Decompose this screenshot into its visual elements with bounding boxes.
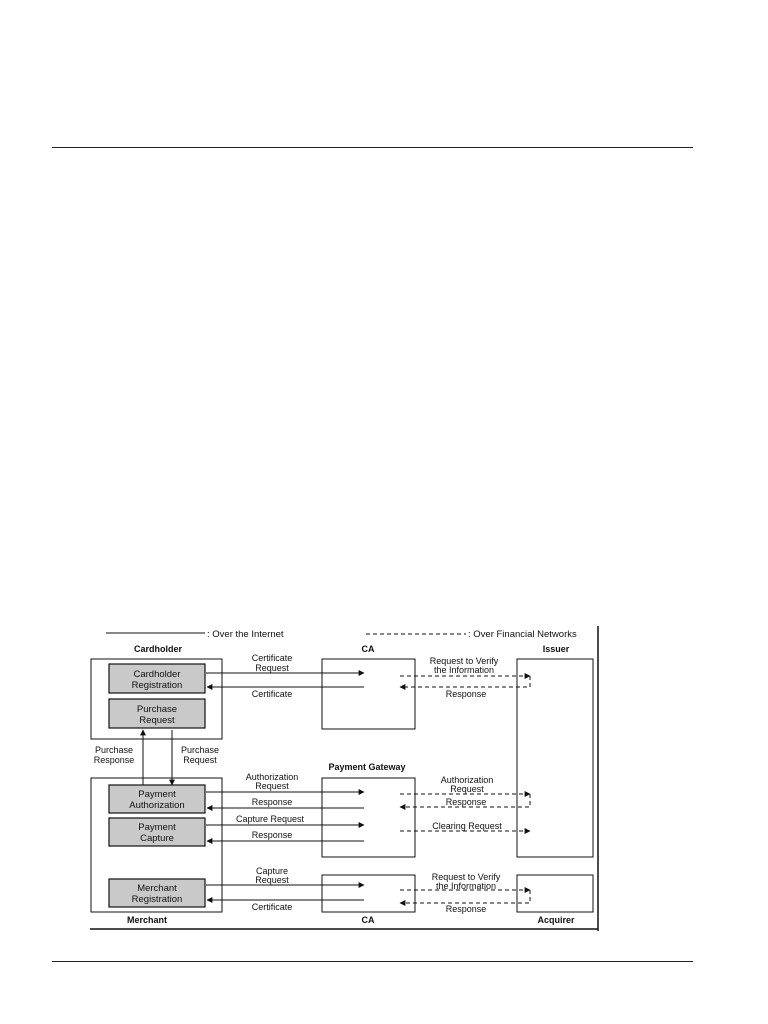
response-arrow-bottom: [400, 890, 530, 903]
purchase-request-vertical-line1: Purchase: [180, 745, 220, 755]
certificate-top-label: Certificate: [251, 689, 293, 699]
verify-bottom-line2: the Information: [435, 881, 497, 891]
payment-gateway-box: [322, 778, 415, 857]
cardholder-title: Cardholder: [133, 644, 183, 654]
certificate-bottom-label: Certificate: [251, 902, 293, 912]
response-top-label: Response: [445, 689, 487, 699]
verify-top-line2: the Information: [433, 665, 495, 675]
legend-internet-label: : Over the Internet: [207, 629, 284, 640]
capture-request-bottom-line2: Request: [255, 875, 289, 885]
payment-capture-line1: Payment: [138, 822, 176, 833]
authorization-request-left-line2: Request: [255, 781, 289, 791]
certificate-request-top-line2: Request: [255, 663, 289, 673]
capture-request-bottom-line1: Capture: [255, 866, 289, 876]
ca-bottom-box: [322, 875, 415, 912]
verify-top-line1: Request to Verify: [429, 656, 499, 666]
issuer-title: Issuer: [542, 644, 570, 654]
verify-bottom-line1: Request to Verify: [431, 872, 501, 882]
purchase-request-line2: Request: [139, 715, 175, 726]
authorization-request-right-line2: Request: [450, 784, 484, 794]
purchase-response-line2: Response: [93, 755, 135, 765]
response-bottom-label: Response: [445, 904, 487, 914]
response-capture-left-label: Response: [251, 830, 293, 840]
purchase-request-line1: Purchase: [136, 704, 178, 715]
response-arrow-top: [400, 676, 530, 687]
purchase-request-vertical-line2: Request: [183, 755, 217, 765]
capture-request-left-label: Capture Request: [235, 814, 305, 824]
cardholder-registration-line1: Cardholder: [133, 669, 181, 680]
authorization-request-left-line1: Authorization: [245, 772, 299, 782]
legend-financial-label: : Over Financial Networks: [468, 629, 577, 640]
payment-capture-line2: Capture: [140, 833, 174, 844]
purchase-response-line1: Purchase: [94, 745, 134, 755]
cardholder-registration-line2: Registration: [131, 680, 183, 691]
merchant-registration-line1: Merchant: [137, 883, 177, 894]
payment-gateway-title: Payment Gateway: [328, 762, 406, 772]
certificate-request-top-line1: Certificate: [251, 653, 293, 663]
authorization-request-right-line1: Authorization: [440, 775, 494, 785]
acquirer-box: [517, 875, 593, 912]
clearing-request-label: Clearing Request: [432, 821, 502, 831]
response-auth-right-label: Response: [445, 797, 487, 807]
acquirer-title: Acquirer: [537, 915, 575, 925]
ca-top-title: CA: [361, 644, 375, 654]
response-auth-left-label: Response: [251, 797, 293, 807]
merchant-registration-line2: Registration: [131, 894, 183, 905]
payment-authorization-line1: Payment: [138, 789, 176, 800]
issuer-box: [517, 659, 593, 857]
ca-top-box: [322, 659, 415, 729]
merchant-title: Merchant: [126, 915, 168, 925]
payment-authorization-line2: Authorization: [129, 800, 185, 811]
ca-bottom-title: CA: [361, 915, 375, 925]
